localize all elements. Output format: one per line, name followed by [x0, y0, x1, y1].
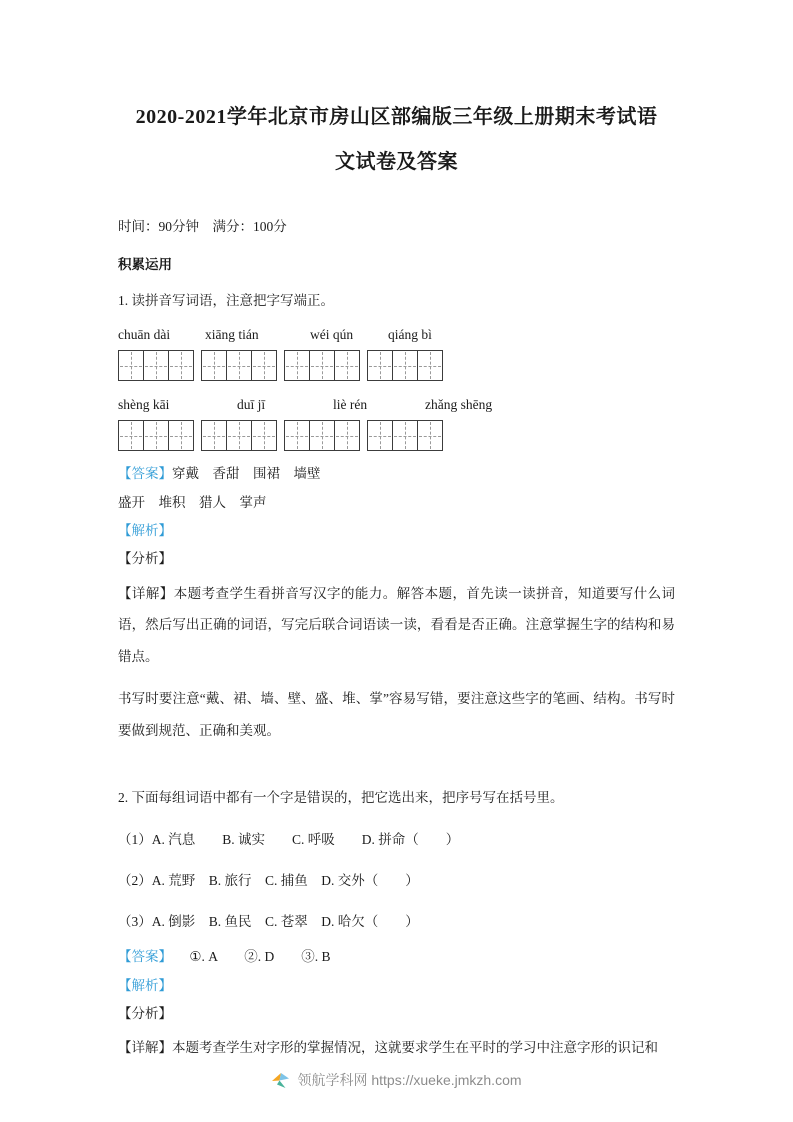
q2-option-group-2: （2）A. 荒野 B. 旅行 C. 捕鱼 D. 交外（ ） [118, 872, 419, 888]
q2-option-group-1: （1）A. 汽息 B. 诚实 C. 呼吸 D. 拼命（ ） [118, 831, 460, 847]
writing-cell [143, 350, 169, 381]
q2-jiexi-line [118, 972, 675, 1000]
pinyin-row-2 [118, 397, 675, 417]
writing-cell [284, 350, 310, 381]
pinyin-label: zhǎng shēng [425, 397, 493, 413]
answer-label: 【答案】 [118, 949, 172, 965]
xiangjie-label: 【详解】 [118, 1040, 172, 1056]
writing-cell [118, 350, 144, 381]
writing-cell [309, 420, 335, 451]
question-1-prompt: 1. 读拼音写词语，注意把字写端正。 [118, 293, 334, 308]
q1-detail-paragraph-2 [118, 683, 675, 746]
answer-text: 穿戴 香甜 围裙 墙壁 [172, 466, 321, 482]
writing-grid [367, 350, 443, 381]
pinyin-label: wéi qún [310, 327, 354, 343]
writing-grid [284, 350, 360, 381]
detail-text: 书写时要注意“戴、裙、墙、壁、盛、堆、掌”容易写错，要注意这些字的笔画、结构。书写时要做到规范、正确和美观。 [118, 690, 675, 738]
q1-answer-line-1 [118, 460, 675, 488]
pinyin-label: shèng kāi [118, 397, 170, 413]
writing-grid [118, 420, 194, 451]
pinyin-label: chuān dài [118, 327, 171, 343]
fenxi-label: 【分析】 [118, 1006, 172, 1022]
q2-answer-line [118, 943, 675, 971]
writing-cell [201, 350, 227, 381]
fenxi-label: 【分析】 [118, 551, 172, 567]
page-title: 2020-2021学年北京市房山区部编版三年级上册期末考试语文试卷及答案 [135, 106, 658, 173]
jiexi-label: 【解析】 [118, 522, 172, 538]
writing-cell [284, 420, 310, 451]
site-logo-icon [271, 1072, 290, 1089]
page-footer [0, 1070, 793, 1090]
pinyin-row-1 [118, 327, 675, 347]
writing-cell [417, 420, 443, 451]
q1-jiexi-line [118, 517, 675, 545]
pinyin-label: xiāng tián [205, 327, 259, 343]
answer-label: 【答案】 [118, 466, 172, 482]
detail-text: 本题考查学生对字形的掌握情况，这就要求学生在平时的学习中注意字形的识记和 [172, 1040, 658, 1056]
question-2-prompt: 2. 下面每组词语中都有一个字是错误的，把它选出来，把序号写在括号里。 [118, 790, 564, 806]
writing-grid [201, 350, 277, 381]
writing-cell [392, 420, 418, 451]
writing-cell [251, 350, 277, 381]
answer-text: ①. A ②. D ③. B [189, 949, 331, 965]
writing-cell [334, 350, 360, 381]
footer-text: 领航学科网 https://xueke.jmkzh.com [297, 1072, 522, 1088]
writing-cell [201, 420, 227, 451]
detail-text: 本题考查学生看拼音写汉字的能力。解答本题，首先读一读拼音，知道要写什么词语，然后写出正确的词语，写完后联合词语读一读，看看是否正确。注意掌握生字的结构和易错点。 [118, 585, 676, 665]
writing-cell [143, 420, 169, 451]
writing-cell [118, 420, 144, 451]
writing-cell [251, 420, 277, 451]
writing-cell [226, 350, 252, 381]
q1-fenxi-line [118, 545, 675, 573]
q2-fenxi-line [118, 1000, 675, 1028]
writing-cell [334, 420, 360, 451]
exam-meta: 时间：90分钟 满分：100分 [118, 219, 287, 234]
q2-detail-paragraph [118, 1032, 675, 1064]
jiexi-label: 【解析】 [118, 977, 172, 993]
writing-grid [367, 420, 443, 451]
q1-answer-line-2 [118, 489, 675, 517]
writing-grid [284, 420, 360, 451]
writing-cell [367, 420, 393, 451]
writing-grid-row-1 [118, 350, 675, 381]
xiangjie-label: 【详解】 [118, 585, 174, 601]
writing-cell [168, 420, 194, 451]
section-title: 积累运用 [118, 257, 172, 272]
pinyin-label: liè rén [333, 397, 368, 413]
writing-grid [118, 350, 194, 381]
writing-cell [367, 350, 393, 381]
writing-cell [226, 420, 252, 451]
writing-cell [168, 350, 194, 381]
writing-grid-row-2 [118, 420, 675, 451]
q2-option-group-3: （3）A. 倒影 B. 鱼民 C. 苍翠 D. 哈欠（ ） [118, 914, 419, 930]
pinyin-label: duī jī [237, 397, 266, 413]
writing-grid [201, 420, 277, 451]
pinyin-label: qiáng bì [388, 327, 432, 343]
writing-cell [392, 350, 418, 381]
writing-cell [309, 350, 335, 381]
answer-text: 盛开 堆积 猎人 掌声 [118, 494, 267, 510]
writing-cell [417, 350, 443, 381]
q1-detail-paragraph [118, 578, 675, 673]
